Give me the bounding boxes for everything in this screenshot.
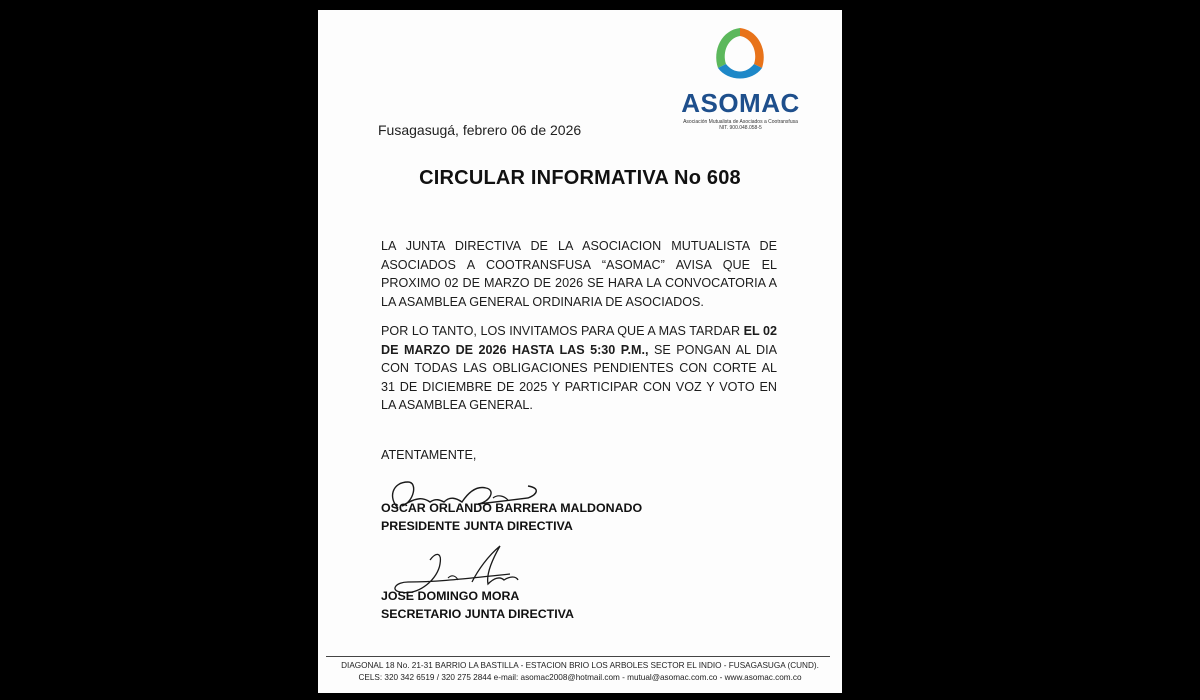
- footer-address: DIAGONAL 18 No. 21-31 BARRIO LA BASTILLA - ESTACION BRIO LOS ARBOLES SECTOR EL INDIO - FUSAGASUGA (CUND).: [341, 661, 819, 670]
- paragraph-invitation-deadline: EL 02 DE MARZO DE 2026 HASTA LAS 5:30 P.M.,: [381, 324, 777, 357]
- paragraph-announcement: LA JUNTA DIRECTIVA DE LA ASOCIACION MUTUALISTA DE ASOCIADOS A COOTRANSFUSA “ASOMAC” AVISA QUE EL PROXIMO 02 DE MARZO DE 2026 SE HARA LA CONVOCATORIA A LA ASAMBLEA GENERAL ORDINARIA DE ASOCIADOS.: [381, 239, 777, 309]
- secretary-role: SECRETARIO JUNTA DIRECTIVA: [381, 607, 574, 621]
- footer: [318, 660, 842, 684]
- president-name: OSCAR ORLANDO BARRERA MALDONADO: [381, 501, 643, 515]
- logo-subtitle-line1: Asociación Mutualista de Asociados a Cootransfusa: [683, 119, 798, 125]
- logo-emblem-icon: [708, 24, 772, 86]
- logo-subtitle: [678, 119, 803, 131]
- president-role: PRESIDENTE JUNTA DIRECTIVA: [381, 519, 573, 533]
- footer-contact: CELS: 320 342 6519 / 320 275 2844 e-mail: asomac2008@hotmail.com - mutual@asomac.com.co - www.asomac.com.co: [358, 673, 802, 682]
- asomac-logo: [678, 24, 803, 134]
- signer-secretary: [381, 587, 574, 623]
- letter-date: Fusagasugá, febrero 06 de 2026: [378, 122, 582, 138]
- logo-wordmark: ASOMAC: [681, 88, 800, 118]
- closing: ATENTAMENTE,: [381, 448, 477, 462]
- logo-nit: NIT. 900.048.058-5: [719, 125, 762, 131]
- paragraph-invitation: [381, 322, 777, 415]
- paragraph-invitation-end: SE PONGAN AL DIA CON TODAS LAS OBLIGACIONES PENDIENTES CON CORTE AL 31 DE DICIEMBRE DE 2025 Y PARTICIPAR CON VOZ Y VOTO EN LA ASAMBLEA GENERAL.: [381, 342, 777, 412]
- paragraph-invitation-start: POR LO TANTO, LOS INVITAMOS PARA QUE A MAS TARDAR: [381, 324, 744, 338]
- secretary-name: JOSE DOMINGO MORA: [381, 589, 520, 603]
- letter-page: [318, 10, 842, 693]
- letter-title: CIRCULAR INFORMATIVA No 608: [419, 167, 741, 189]
- footer-divider: [326, 656, 830, 657]
